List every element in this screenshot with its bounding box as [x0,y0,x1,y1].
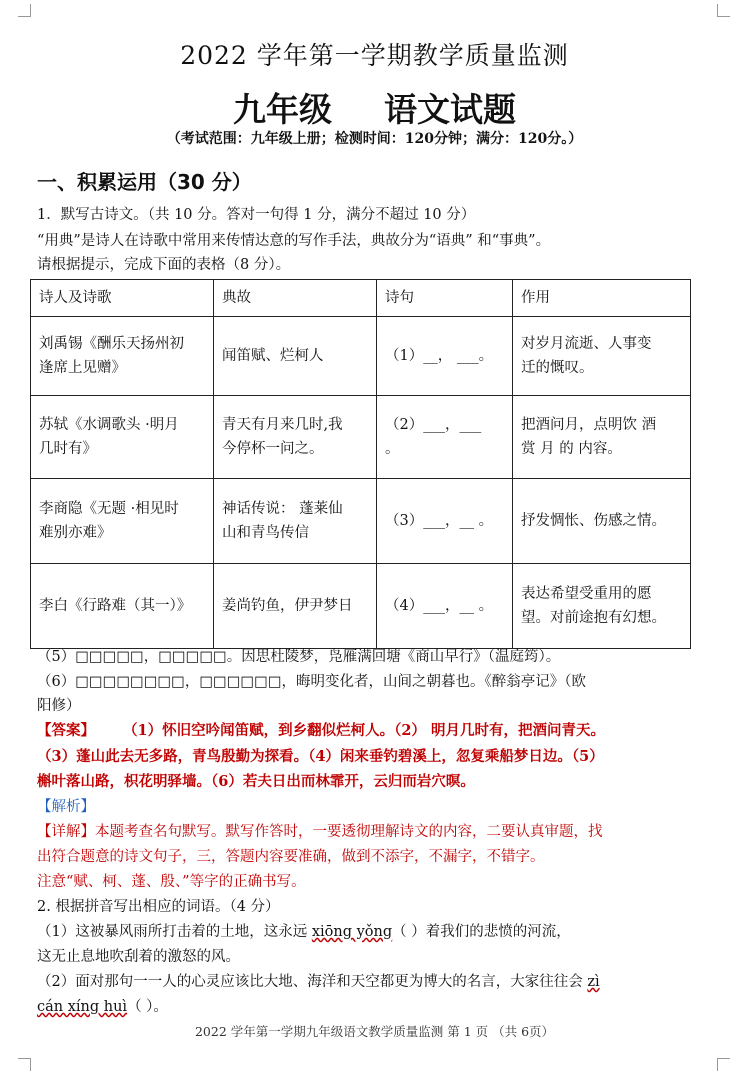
answer-line-2: （3）蓬山此去无多路，青鸟殷勤为探看。（4）闲来垂钓碧溪上，忽复乘船梦日边。（5） [37,748,604,765]
poem-cell: 李商隐《无题 ·相见时 难别亦难》 [31,479,214,564]
effect-cell: 对岁月流逝、人事变 迁的慨叹。 [513,317,691,396]
answer-tag: 【答案】 [37,722,95,739]
page-footer: 2022 学年第一学期九年级语文教学质量监测 第 1 页 （共 6页） [194,1024,555,1039]
subject-label: 语文试题 [384,90,516,129]
question-1-instruction: 请根据提示，完成下面的表格（8 分）。 [37,257,291,273]
poem-cell: 刘禹锡《酬乐天扬州初 逢席上见赠》 [31,317,214,396]
crop-mark-top-right [717,4,730,17]
poem-cell: 苏轼《水调歌头 ·明月 几时有》 [31,396,214,479]
answer-line-1 [37,720,605,742]
table-row [31,396,691,479]
detail-line-3: 注意“赋、柯、蓬、殷、”等字的正确书写。 [37,874,306,890]
allusion-cell: 神话传说： 蓬莱仙 山和青鸟传信 [214,479,377,564]
answer-line-3: 槲叶落山路，枳花明驿墙。（6）若夫日出而林霏开，云归而岩穴暝。 [37,773,475,790]
table-header-cell: 诗人及诗歌 [31,280,214,317]
question-1-intro: “用典”是诗人在诗歌中常用来传情达意的写作手法，典故分为“语典” 和“事典”。 [37,233,551,249]
table-row [31,479,691,564]
question-2-part-2: （2）面对那句一一人的心灵应该比大地、海洋和天空都更为博大的名言，大家往往会 zì [37,974,600,990]
table-row [31,317,691,396]
table-row [31,564,691,649]
table-header-cell: 典故 [214,280,377,317]
question-1-item-6: （6）□□□□□□□□，□□□□□□，晦明变化者，山间之朝暮也。《醉翁亭记》（欧 [37,674,587,690]
detail-line-1: 【详解】本题考查名句默写。默写作答时，一要透彻理解诗文的内容，二要认真审题，找 [37,824,603,840]
allusion-cell: 青天有月来几时,我 今停杯一问之。 [214,396,377,479]
analysis-tag: 【解析】 [37,799,95,815]
section-title: 一、积累运用（30 分） [37,170,252,194]
question-2-part-2-cont [37,996,168,1018]
crop-mark-top-left [18,4,31,17]
verse-blank-cell[interactable]: （4）___，__ 。 [377,564,513,649]
question-1-item-5: （5）□□□□□，□□□□□。因思杜陵梦，凫雁满回塘《商山早行》（温庭筠）。 [37,649,561,665]
allusion-table [30,279,691,649]
table-header-cell: 诗句 [377,280,513,317]
question-1-item-6-cont: 阳修） [37,698,81,714]
pinyin-prompt: xiōng yǒng [311,924,393,940]
verse-blank-cell[interactable]: （2）___，___ 。 [377,396,513,479]
pinyin-prompt: zì [587,974,600,990]
table-header-row [31,280,691,317]
exam-subtitle [0,84,749,131]
crop-mark-bottom-left [18,1058,31,1071]
effect-cell: 表达希望受重用的愿 望。对前途抱有幻想。 [513,564,691,649]
detail-line-2: 出符合题意的诗文句子，三，答题内容要准确，做到不添字，不漏字，不错字。 [37,849,545,865]
allusion-cell: 闻笛赋、烂柯人 [214,317,377,396]
exam-scope: （考试范围：九年级上册；检测时间：120分钟；满分：120分。） [166,131,583,147]
verse-blank-cell[interactable]: （1）__， ___。 [377,317,513,396]
question-2-stem: 2. 根据拼音写出相应的词语。（4 分） [37,899,280,915]
answer-blank[interactable]: （ ）着我们的悲愤的河流， [392,924,571,940]
question-1-stem: 1．默写古诗文。（共 10 分。答对一句得 1 分，满分不超过 10 分） [37,207,476,223]
question-2-part-1: （1）这被暴风雨所打击着的土地，这永远 xiōng yǒng（ ）着我们的悲愤的河流， [37,924,571,940]
pinyin-prompt: cán xíng huì [37,999,128,1015]
grade-label: 九年级 [233,90,332,129]
answer-text: （1）怀旧空吟闻笛赋，到乡翻似烂柯人。（2） 明月几时有，把酒问青天。 [123,722,605,739]
allusion-cell: 姜尚钓鱼，伊尹梦日 [214,564,377,649]
crop-mark-bottom-right [717,1058,730,1071]
poem-cell: 李白《行路难（其一）》 [31,564,214,649]
question-2-part-1-cont: 这无止息地吹刮着的激怒的风。 [37,949,240,965]
effect-cell: 把酒问月，点明饮 酒 赏 月 的 内容。 [513,396,691,479]
exam-title: 2022 学年第一学期教学质量监测 [180,41,569,70]
table-header-cell: 作用 [513,280,691,317]
answer-blank[interactable]: （ ）。 [127,999,168,1015]
effect-cell: 抒发惆怅、伤感之情。 [513,479,691,564]
verse-blank-cell[interactable]: （3）___，__ 。 [377,479,513,564]
